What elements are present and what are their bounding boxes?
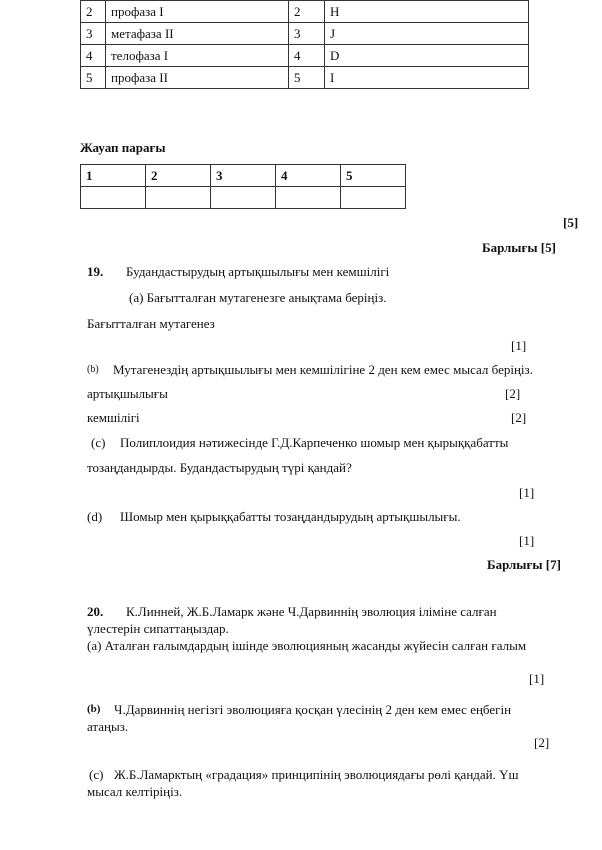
answer-header-cell: 1 xyxy=(81,165,146,187)
option-letter: H xyxy=(325,1,529,23)
matching-table-row xyxy=(81,45,529,67)
phase-name: метафаза II xyxy=(106,23,289,45)
q20-number: 20. xyxy=(87,604,104,619)
q19-d-text: Шомыр мен қырыққабатты тозаңдандырудың артықшылығы. xyxy=(120,509,461,524)
answer-cell[interactable] xyxy=(146,187,211,209)
q20-b-text-line2: атаңыз. xyxy=(87,719,129,734)
row-number: 3 xyxy=(81,23,106,45)
q20-a-mark: [1] xyxy=(529,671,545,686)
q19-total: Барлығы [7] xyxy=(487,557,561,572)
matching-table-row xyxy=(81,23,529,45)
q20-c-text-line1: Ж.Б.Ламарктың «градация» принципінің эволюциядағы рөлі қандай. Үш xyxy=(114,767,519,782)
q19-d-prefix: (d) xyxy=(87,509,103,524)
answer-cell[interactable] xyxy=(81,187,146,209)
q20-b-prefix: (b) xyxy=(87,703,101,715)
option-letter: J xyxy=(325,23,529,45)
answer-sheet-mark: [5] xyxy=(563,215,579,230)
phase-name: телофаза I xyxy=(106,45,289,67)
matching-table xyxy=(80,0,529,89)
q19-b-text: Мутагенездің артықшылығы мен кемшілігіне 2 ден кем емес мысал беріңіз. xyxy=(113,362,533,377)
q20-b-text-line1: Ч.Дарвиннің негізгі эволюцияға қосқан үлесінің 2 ден кем емес еңбегін xyxy=(114,702,512,717)
option-number: 4 xyxy=(289,45,325,67)
answer-cell[interactable] xyxy=(276,187,341,209)
q20-title-line1: К.Линней, Ж.Б.Ламарк және Ч.Дарвиннің эволюция іліміне салған xyxy=(126,604,497,619)
answer-sheet-table xyxy=(80,164,406,209)
q19-a-text: (a) Бағытталған мутагенезге анықтама беріңіз. xyxy=(129,290,387,305)
option-number: 5 xyxy=(289,67,325,89)
q19-a-label: Бағытталған мутагенез xyxy=(87,316,215,331)
answer-header-cell: 2 xyxy=(146,165,211,187)
q19-c-mark: [1] xyxy=(519,485,535,500)
option-number: 2 xyxy=(289,1,325,23)
q20-c-prefix: (c) xyxy=(89,767,104,782)
answer-sheet-title: Жауап парағы xyxy=(80,140,166,155)
matching-table-row xyxy=(81,67,529,89)
q19-b-prefix: (b) xyxy=(87,364,99,375)
q19-c-text-line1: Полиплоидия нәтижесінде Г.Д.Карпеченко шомыр мен қырыққабатты xyxy=(120,435,509,450)
answer-cell[interactable] xyxy=(211,187,276,209)
row-number: 2 xyxy=(81,1,106,23)
q19-b-advantage-mark: [2] xyxy=(505,386,521,401)
q19-a-mark: [1] xyxy=(511,338,527,353)
q19-b-advantage: артықшылығы xyxy=(87,386,168,401)
option-letter: D xyxy=(325,45,529,67)
answer-sheet-total: Барлығы [5] xyxy=(482,240,556,255)
phase-name: профаза II xyxy=(106,67,289,89)
q20-a-text: (a) Аталған ғалымдардың ішінде эволюцияның жасанды жүйесін салған ғалым xyxy=(87,638,527,653)
q19-title: Будандастырудың артықшылығы мен кемшілігі xyxy=(126,264,390,279)
answer-header-cell: 3 xyxy=(211,165,276,187)
q20-b-mark: [2] xyxy=(534,735,550,750)
q19-number: 19. xyxy=(87,264,104,279)
answer-input-row xyxy=(81,187,406,209)
q20-c-text-line2: мысал келтіріңіз. xyxy=(87,784,183,799)
answer-header-cell: 5 xyxy=(341,165,406,187)
matching-table-row xyxy=(81,1,529,23)
row-number: 5 xyxy=(81,67,106,89)
answer-header-row xyxy=(81,165,406,187)
option-letter: I xyxy=(325,67,529,89)
option-number: 3 xyxy=(289,23,325,45)
q19-b-disadvantage: кемшілігі xyxy=(87,410,140,425)
answer-cell[interactable] xyxy=(341,187,406,209)
q19-c-text-line2: тозаңдандырды. Будандастырудың түрі қандай? xyxy=(87,460,352,475)
q19-b-disadvantage-mark: [2] xyxy=(511,410,527,425)
phase-name: профаза I xyxy=(106,1,289,23)
row-number: 4 xyxy=(81,45,106,67)
q19-c-prefix: (c) xyxy=(91,435,106,450)
q19-d-mark: [1] xyxy=(519,533,535,548)
q20-title-line2: үлестерін сипаттаңыздар. xyxy=(87,621,229,636)
answer-header-cell: 4 xyxy=(276,165,341,187)
